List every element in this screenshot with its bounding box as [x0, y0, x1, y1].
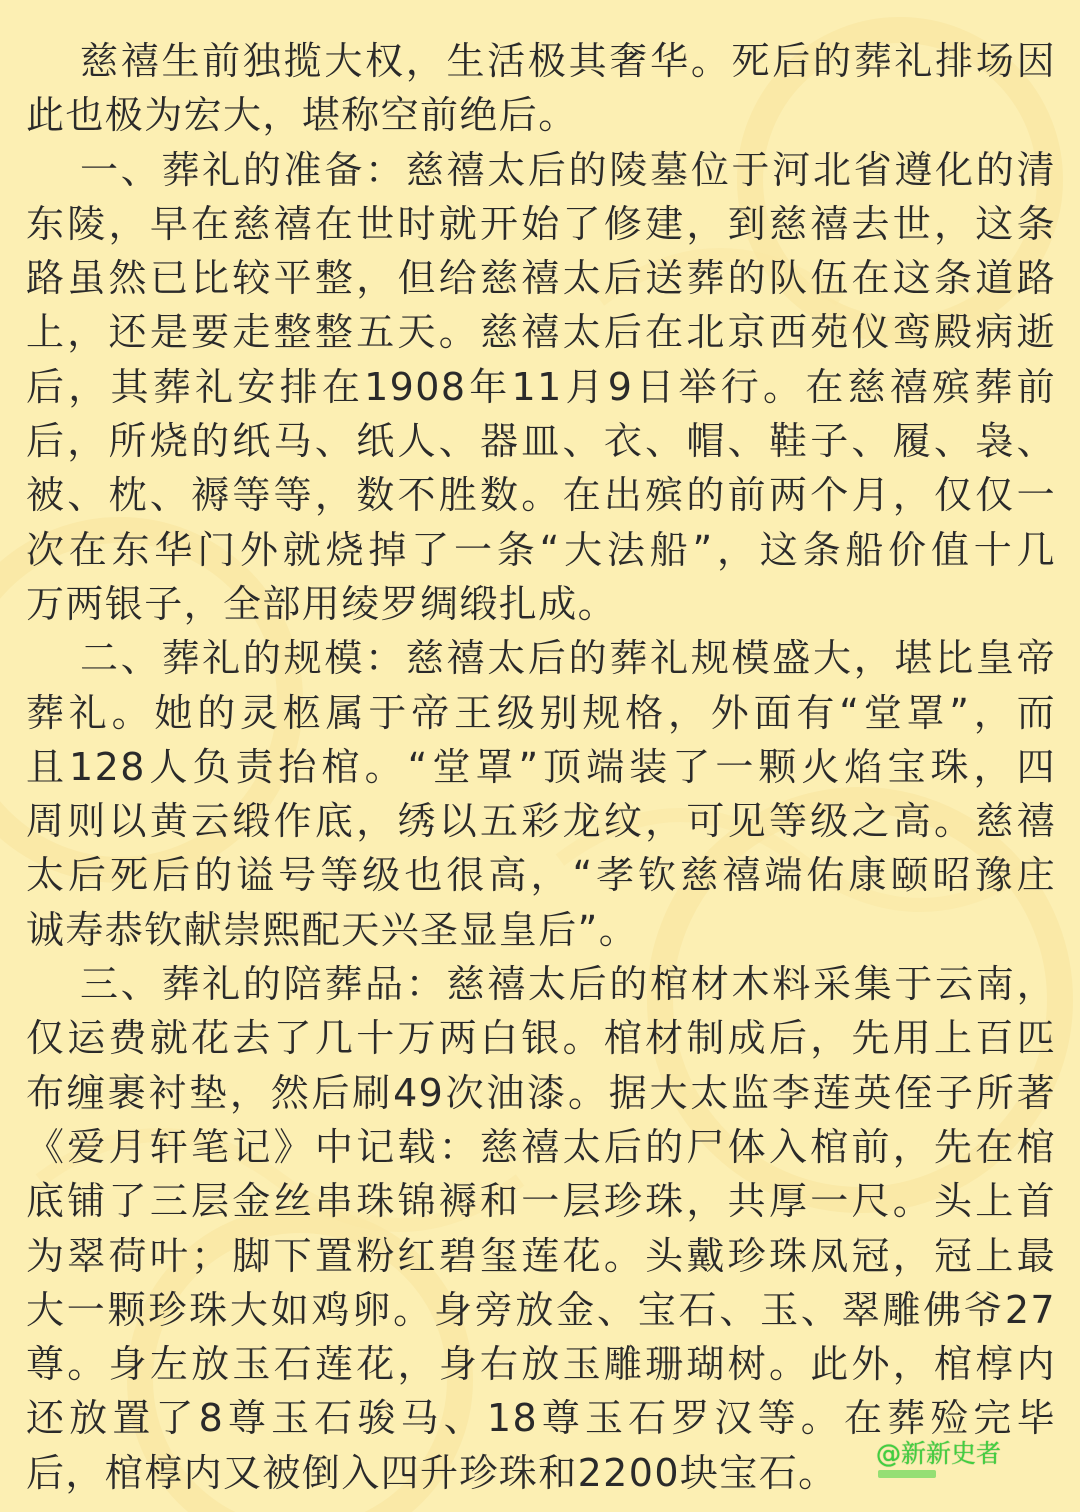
text-line: 葬礼。她的灵柩属于帝王级别规格，外面有“堂罩”，而 [26, 690, 1056, 735]
text-line: 尊。身左放玉石莲花，身右放玉雕珊瑚树。此外，棺椁内 [26, 1342, 1056, 1387]
text-line: 周则以黄云缎作底，绣以五彩龙纹，可见等级之高。慈禧 [26, 799, 1056, 844]
text-line: 为翠荷叶；脚下置粉红碧玺莲花。头戴珍珠凤冠，冠上最 [26, 1233, 1056, 1278]
text-line: 诚寿恭钦献崇熙配天兴圣显皇后”。 [26, 907, 639, 952]
text-line: 底铺了三层金丝串珠锦褥和一层珍珠，共厚一尺。头上首 [26, 1179, 1056, 1224]
text-line: 后，所烧的纸马、纸人、器皿、衣、帽、鞋子、履、袅、 [26, 419, 1056, 464]
text-line: 后，其葬礼安排在1908年11月9日举行。在慈禧殡葬前 [26, 364, 1056, 409]
watermark-logo-bar [878, 1470, 936, 1478]
text-line: 布缠裹衬垫，然后刷49次油漆。据大太监李莲英侄子所著 [26, 1070, 1056, 1115]
text-line: 仅运费就花去了几十万两白银。棺材制成后，先用上百匹 [26, 1016, 1056, 1061]
text-line: 上，还是要走整整五天。慈禧太后在北京西苑仪鸾殿病逝 [26, 310, 1056, 355]
text-line: 一、葬礼的准备：慈禧太后的陵墓位于河北省遵化的清 [80, 147, 1056, 192]
text-line: 慈禧生前独揽大权，生活极其奢华。死后的葬礼排场因 [80, 39, 1056, 83]
text-line: 太后死后的谥号等级也很高，“孝钦慈禧端佑康颐昭豫庄 [26, 853, 1056, 898]
text-line: 路虽然已比较平整，但给慈禧太后送葬的队伍在这条道路 [26, 256, 1056, 301]
article-body [26, 34, 1056, 1500]
text-line: 被、枕、褥等等，数不胜数。在出殡的前两个月，仅仅一 [26, 473, 1056, 518]
text-line: 东陵，早在慈禧在世时就开始了修建，到慈禧去世，这条 [26, 201, 1056, 246]
text-line: 此也极为宏大，堪称空前绝后。 [26, 93, 578, 138]
text-line: 二、葬礼的规模：慈禧太后的葬礼规模盛大，堪比皇帝 [80, 636, 1056, 681]
text-line: 且128人负责抬棺。“堂罩”顶端装了一颗火焰宝珠，四 [26, 744, 1056, 789]
text-line: 三、葬礼的陪葬品：慈禧太后的棺材木料采集于云南， [80, 962, 1056, 1007]
watermark-text: @新新史者 [876, 1439, 1002, 1468]
text-line: 次在东华门外就烧掉了一条“大法船”，这条船价值十几 [26, 527, 1056, 572]
watermark [876, 1440, 1001, 1478]
text-line: 《爱月轩笔记》中记载：慈禧太后的尸体入棺前，先在棺 [26, 1124, 1056, 1169]
text-line: 后，棺椁内又被倒入四升珍珠和2200块宝石。 [26, 1450, 838, 1495]
text-line: 大一颗珍珠大如鸡卵。身旁放金、宝石、玉、翠雕佛爷27 [26, 1287, 1056, 1332]
text-line: 万两银子，全部用绫罗绸缎扎成。 [26, 581, 618, 626]
text-line: 还放置了8尊玉石骏马、18尊玉石罗汉等。在葬殓完毕 [26, 1396, 1056, 1441]
